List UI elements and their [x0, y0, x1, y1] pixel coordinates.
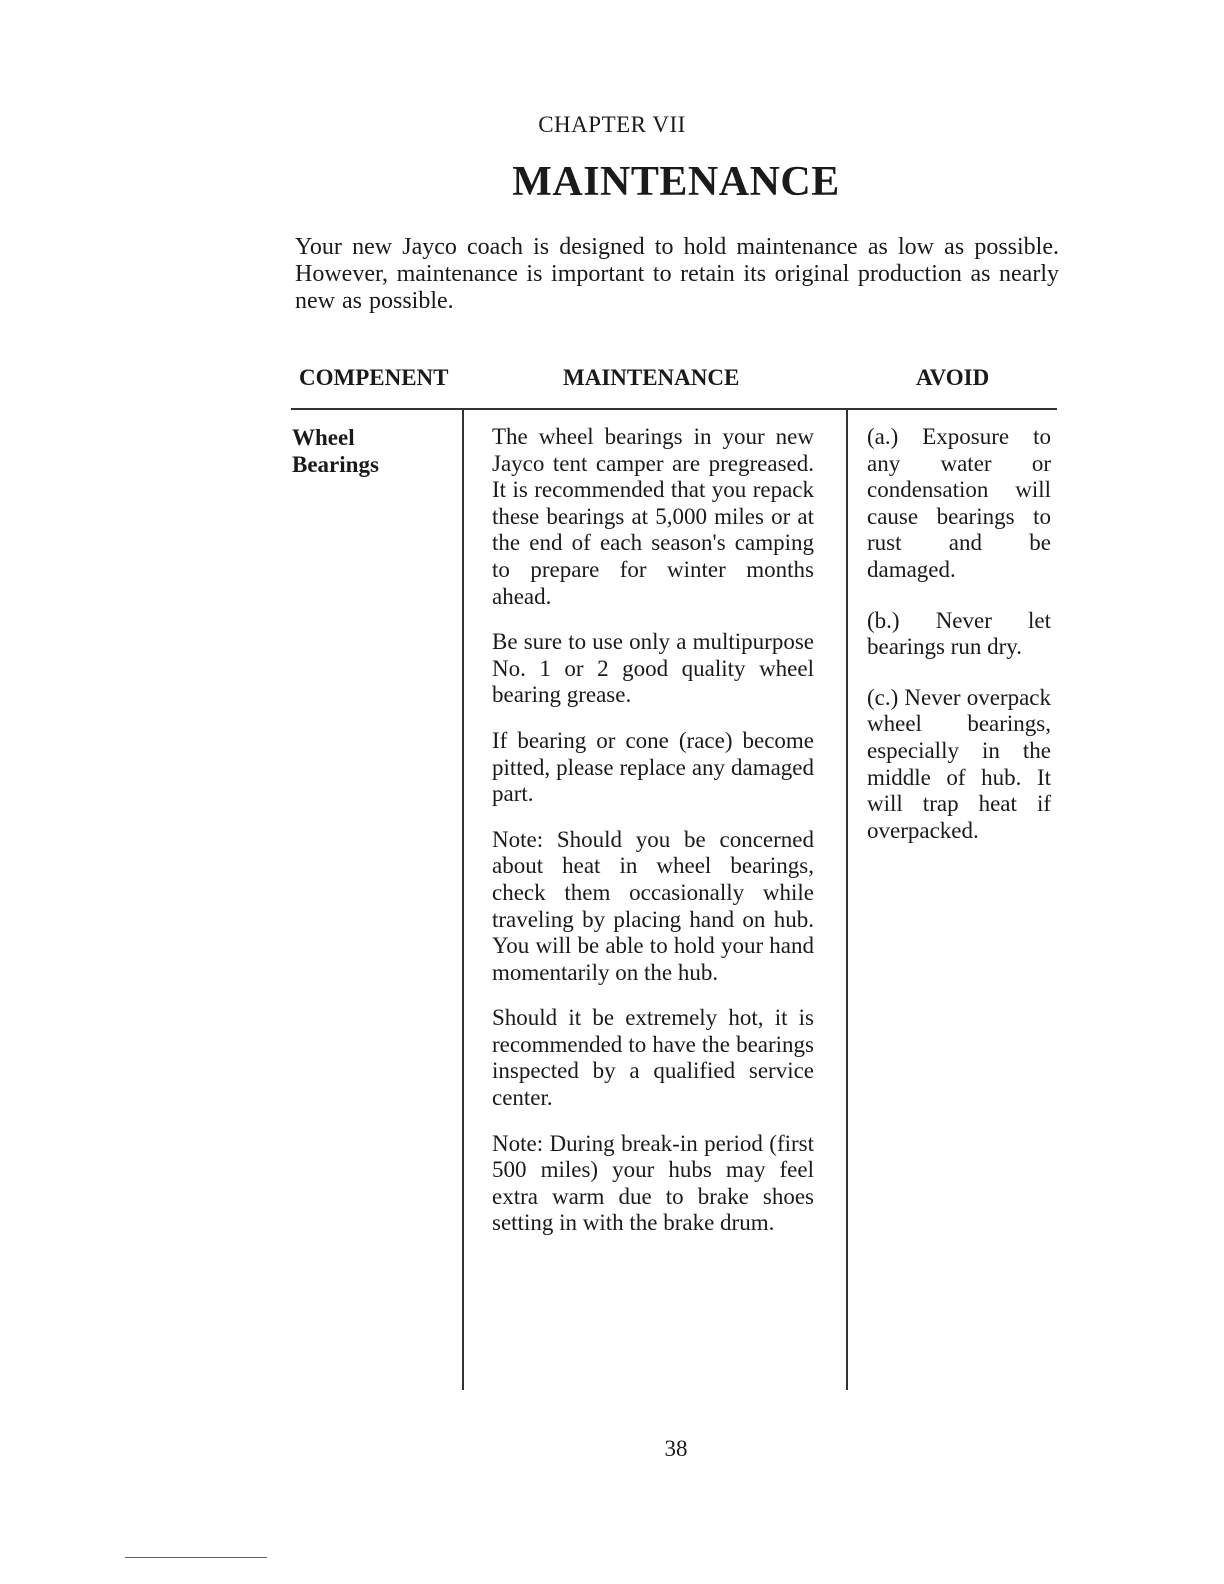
column-header-avoid: AVOID [916, 365, 990, 390]
page-title: MAINTENANCE [512, 159, 840, 205]
page-number: 38 [664, 1436, 688, 1461]
maintenance-paragraph: Note: Should you be concerned about heat in wheel bearings, check them occasionally while traveling by placing hand on hub. You will be able to hold your hand momentarily on the hub. [492, 826, 814, 985]
chapter-label: CHAPTER VII [538, 112, 686, 137]
maintenance-cell [492, 424, 814, 1256]
maintenance-paragraph: The wheel bearings in your new Jayco tent camper are pregreased. It is recommended that you repack these bearings at 5,000 miles or at the end of each season's camping to prepare for winter months ahead. [492, 424, 814, 609]
avoid-item: (b.) Never let bearings run dry. [867, 607, 1051, 660]
avoid-item: (a.) Exposure to any water or condensation will cause bearings to rust and be damaged. [867, 424, 1051, 582]
table-header-rule [291, 408, 1057, 410]
maintenance-paragraph: Note: During break-in period (first 500 miles) your hubs may feel extra warm due to brake shoes setting in with the brake drum. [492, 1130, 814, 1236]
intro-paragraph: Your new Jayco coach is designed to hold maintenance as low as possible. However, maintenance is important to retain its original production as nearly new as possible. [295, 234, 1059, 314]
component-name-line-1: Wheel [292, 425, 355, 450]
avoid-cell [867, 424, 1051, 868]
column-divider-left [462, 410, 464, 1390]
component-name-line-2: Bearings [292, 452, 379, 477]
avoid-item: (c.) Never overpack wheel bearings, especially in the middle of hub. It will trap heat if overpacked. [867, 684, 1051, 843]
column-header-component: COMPENENT [299, 365, 449, 390]
footer-link-underline[interactable] [125, 1557, 267, 1558]
column-divider-right [846, 410, 848, 1390]
maintenance-paragraph: If bearing or cone (race) become pitted, please replace any damaged part. [492, 727, 814, 807]
maintenance-paragraph: Should it be extremely hot, it is recommended to have the bearings inspected by a qualified service center. [492, 1005, 814, 1111]
maintenance-paragraph: Be sure to use only a multipurpose No. 1 or 2 good quality wheel bearing grease. [492, 629, 814, 708]
column-header-maintenance: MAINTENANCE [563, 365, 740, 390]
component-cell [292, 424, 379, 478]
